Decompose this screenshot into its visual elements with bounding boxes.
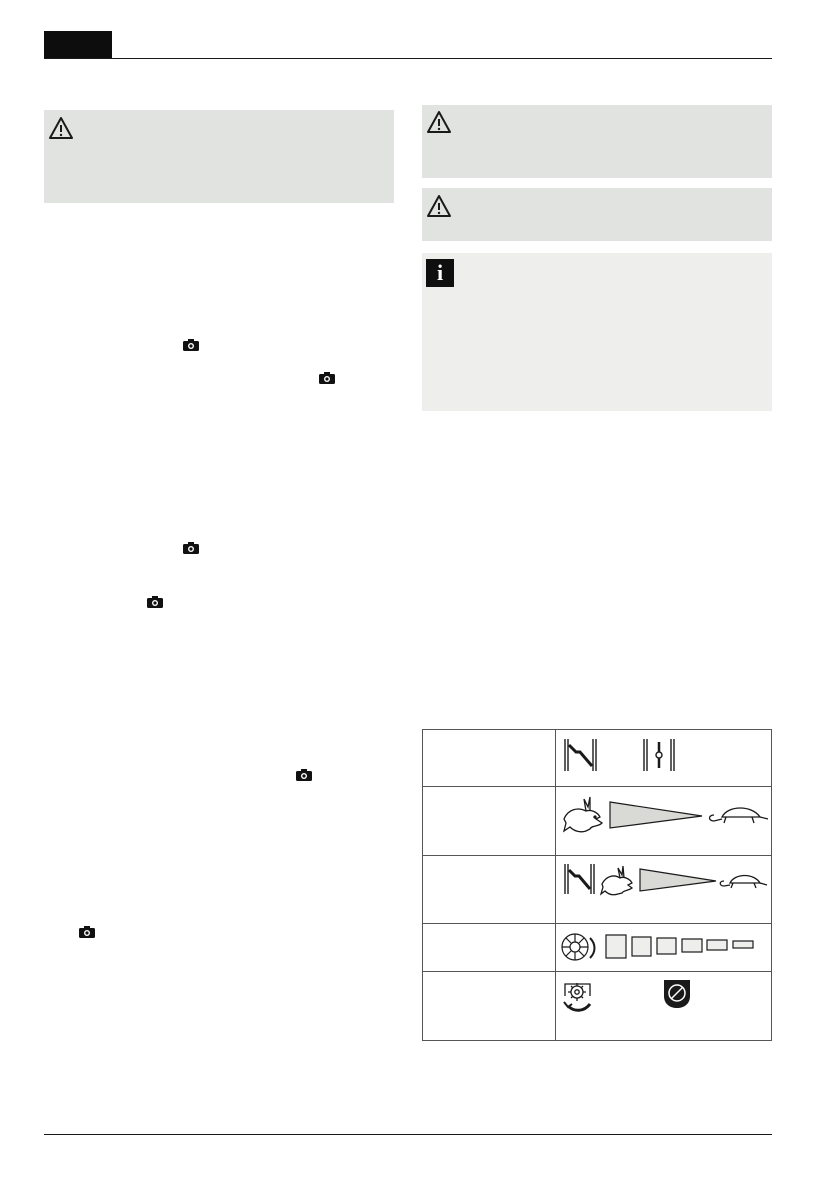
roller-icon-cell	[556, 924, 772, 972]
damper-icon-cell	[556, 730, 772, 787]
camera-icon	[182, 338, 200, 352]
no-rotation-icon	[664, 980, 690, 1008]
header-tab	[44, 31, 112, 58]
warning-icon	[48, 116, 74, 140]
camera-icon	[182, 541, 200, 555]
row-label	[423, 924, 556, 972]
row-label	[423, 856, 556, 924]
damper-speed-icon	[556, 856, 772, 922]
row-label	[423, 972, 556, 1041]
warning-box-right-2	[422, 188, 772, 241]
warning-icon	[426, 110, 452, 134]
row-label	[423, 730, 556, 787]
roller-speed-bars-icon	[556, 924, 772, 970]
table-row	[423, 787, 772, 856]
camera-icon	[146, 595, 164, 609]
info-icon: i	[426, 259, 454, 287]
damper-open-closed-icon	[556, 730, 772, 786]
warning-box-right-1	[422, 105, 772, 178]
speed-icon-cell	[556, 787, 772, 856]
damper-speed-icon-cell	[556, 856, 772, 924]
table-row	[423, 972, 772, 1041]
row-label	[423, 787, 556, 856]
settings-table	[422, 729, 772, 1041]
footer-rule	[44, 1134, 772, 1135]
table-row	[423, 924, 772, 972]
gear-icon-cell	[556, 972, 772, 1041]
table-row	[423, 730, 772, 787]
info-box	[422, 253, 772, 411]
camera-icon	[318, 371, 336, 385]
rabbit-to-turtle-speed-icon	[556, 787, 772, 855]
header-rule	[44, 58, 772, 59]
table-row	[423, 856, 772, 924]
camera-icon	[78, 925, 96, 939]
camera-icon	[295, 768, 313, 782]
gear-rotation-icon	[556, 972, 772, 1040]
warning-box-left	[44, 110, 394, 203]
warning-icon	[426, 194, 452, 218]
